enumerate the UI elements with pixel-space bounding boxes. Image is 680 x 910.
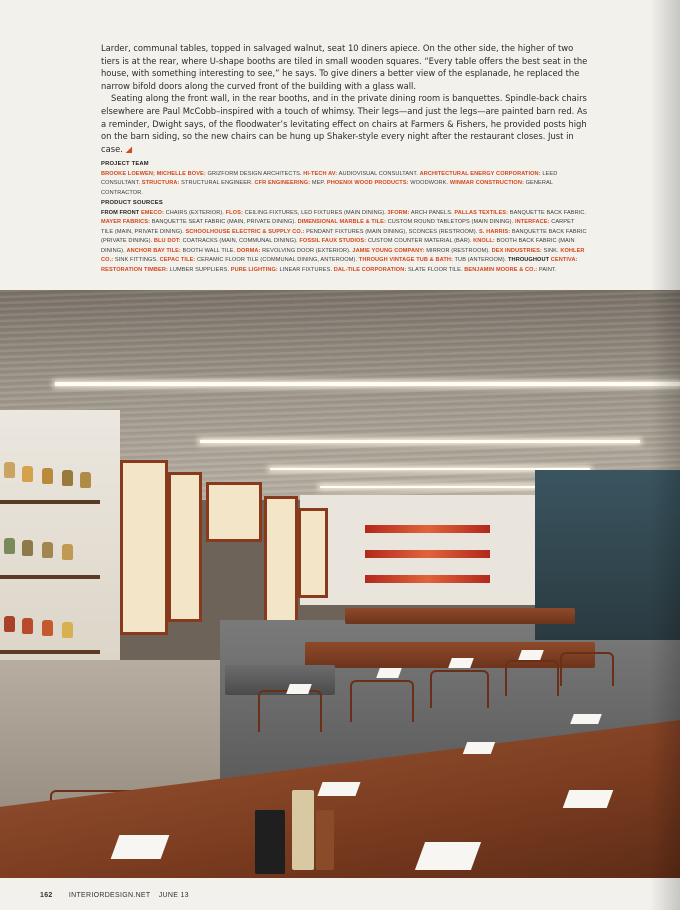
credit-description: BOOTH BACK FABRIC (MAIN DINING). xyxy=(101,238,575,254)
credit-description: LUMBER SUPPLIERS. xyxy=(169,266,230,273)
jar xyxy=(42,468,53,484)
credit-firm: RESTORATION TIMBER: xyxy=(101,266,168,273)
napkin xyxy=(448,658,474,668)
credit-firm: SCHOOLHOUSE ELECTRIC & SUPPLY CO.: xyxy=(185,228,305,235)
restaurant-photo xyxy=(0,290,680,878)
credit-description: WOODWORK. xyxy=(410,180,449,186)
napkin xyxy=(463,742,495,754)
page-number: 162 xyxy=(40,892,53,899)
napkin xyxy=(317,782,360,796)
credit-description: PAINT. xyxy=(538,266,557,273)
credit-firm: ARCHITECTURAL ENERGY CORPORATION: xyxy=(419,170,541,177)
project-team-list xyxy=(101,170,587,199)
door-panel xyxy=(206,482,262,542)
shelf-board xyxy=(0,575,100,579)
credit-firm: BENJAMIN MOORE & CO.: xyxy=(464,266,538,273)
credit-firm: DIMENSIONAL MARBLE & TILE: xyxy=(297,219,386,225)
credit-description: REVOLVING DOOR (EXTERIOR). xyxy=(262,247,351,254)
credit-firm: DAL-TILE CORPORATION: xyxy=(333,266,407,273)
credit-firm: PURE LIGHTING: xyxy=(230,266,278,273)
credit-description: COATRACKS (MAIN, COMMUNAL DINING). xyxy=(182,238,298,244)
credit-firm: WINMAR CONSTRUCTION: xyxy=(449,180,524,186)
credit-firm: KNOLL: xyxy=(473,238,495,244)
credit-description: STRUCTURAL ENGINEER. xyxy=(181,180,253,186)
jar xyxy=(22,540,33,556)
napkin xyxy=(376,668,402,678)
credit-description: CEILING FIXTURES, LED FIXTURES (MAIN DINING). xyxy=(244,209,386,216)
credit-firm: PHOENIX WOOD PRODUCTS: xyxy=(326,180,409,186)
spindle-chair xyxy=(560,652,614,686)
shelf-board xyxy=(0,650,100,654)
footer-issue: JUNE 13 xyxy=(158,892,189,899)
door-panel xyxy=(298,508,328,598)
credit-firm: EMECO: xyxy=(140,209,164,216)
credit-description: BANQUETTE SEAT FABRIC (MAIN, PRIVATE DINING). xyxy=(151,219,296,225)
spindle-chair xyxy=(430,670,489,708)
credit-lead: FROM FRONT xyxy=(101,209,140,216)
credit-description: GENERAL CONTRACTOR. xyxy=(101,180,553,196)
credit-firm: HI-TECH AV: xyxy=(303,170,338,177)
credit-description: SINK FITTINGS. xyxy=(114,257,158,263)
napkin xyxy=(286,684,312,694)
napkin xyxy=(563,790,614,808)
jar xyxy=(22,618,33,634)
jar-shelf xyxy=(365,575,490,583)
ceiling-light-strip xyxy=(200,440,640,443)
napkin xyxy=(111,835,170,859)
credit-description: SLATE FLOOR TILE. xyxy=(407,266,463,273)
credit-firm: INTERFACE: xyxy=(514,219,550,225)
jar xyxy=(62,622,73,638)
credit-description: BANQUETTE BACK FABRIC. xyxy=(509,209,587,216)
credit-description: CHAIRS (EXTERIOR). xyxy=(165,209,224,216)
credit-firm: BLU DOT: xyxy=(153,238,181,244)
jar xyxy=(42,542,53,558)
jar-shelf xyxy=(365,550,490,558)
article-body xyxy=(101,42,591,155)
credit-description: PENDANT FIXTURES (MAIN DINING), SCONCES (RESTROOM). xyxy=(306,228,478,235)
ceiling-light-strip xyxy=(55,382,680,386)
credit-firm: ANCHOR BAY TILE: xyxy=(126,247,181,254)
jar xyxy=(62,470,73,486)
jar xyxy=(42,620,53,636)
jar xyxy=(4,616,15,632)
credit-firm: CFR ENGINEERING: xyxy=(254,180,311,186)
credit-description: BOOTH WALL TILE. xyxy=(182,247,236,254)
credit-description: TUB (ANTEROOM). xyxy=(454,257,507,263)
product-sources-list xyxy=(101,209,587,276)
credit-firm: CENTIVA: xyxy=(550,257,578,263)
credit-firm: THROUGH VINTAGE TUB & BATH: xyxy=(358,257,453,263)
paragraph-2 xyxy=(101,92,591,155)
credit-description: ARCH PANELS. xyxy=(410,209,453,216)
jar-shelf xyxy=(365,525,490,533)
credit-description: CARPET TILE (MAIN, PRIVATE DINING). xyxy=(101,219,575,235)
credit-firm: STRUCTURA: xyxy=(141,180,180,186)
credit-firm: JAMIE YOUNG COMPANY: xyxy=(352,247,425,254)
jar xyxy=(80,472,91,488)
napkin xyxy=(570,714,602,724)
footer-site: INTERIORDESIGN.NET xyxy=(68,892,151,899)
credit-firm: 3FORM: xyxy=(387,209,410,216)
napkin xyxy=(518,650,544,660)
spindle-chair xyxy=(505,660,559,696)
credit-description: GRIZFORM DESIGN ARCHITECTS. xyxy=(207,170,302,177)
credit-description: LINEAR FIXTURES. xyxy=(279,266,333,273)
credit-firm: FLOS: xyxy=(225,209,243,216)
credits-block xyxy=(101,160,587,275)
product-sources-heading: PRODUCT SOURCES xyxy=(101,200,163,206)
paragraph-2-text: Seating along the front wall, in the rear booths, and in the private dining room is banquettes. Spindle-back chairs elsewhere are Paul McCobb–inspired with a touch of whimsy. Their legs—and just the legs—are painted barn red. As a reminder, Dwight says, of the floodwater’s levitating effect on chairs at Farmers & Fishers, he provided posts high on the barn siding, so the new chairs can be hung up Shaker-style every night after the restaurant closes. Just in case. xyxy=(101,93,588,154)
jar xyxy=(4,462,15,478)
credit-firm: DEX INDUSTRIES: xyxy=(491,247,542,254)
door-panel xyxy=(264,496,298,636)
spindle-chair xyxy=(258,690,322,732)
glass-doors xyxy=(118,460,358,630)
credit-description: CERAMIC FLOOR TILE (COMMUNAL DINING, ANTEROOM). xyxy=(197,257,358,263)
credit-firm: S. HARRIS: xyxy=(479,228,511,235)
napkin xyxy=(415,842,481,870)
credit-firm: KOHLER CO.: xyxy=(101,247,585,263)
credit-description: CUSTOM COUNTER MATERIAL (BAR). xyxy=(367,238,472,244)
credit-firm: FOSSIL FAUX STUDIOS: xyxy=(299,238,367,244)
utensil-cup xyxy=(255,810,285,874)
paragraph-1: Larder, communal tables, topped in salvaged walnut, seat 10 diners apiece. On the other side, the higher of two tiers is at the rear, where U-shape booths are tiled in small wooden squares. “Every table offers the best seat in the house, with something interesting to see,” he says. To give diners a better view of the esplanade, he replaced the narrow bifold doors along the curved front of the building with a glass wall. xyxy=(101,43,588,91)
credit-firm: MAYER FABRICS: xyxy=(101,219,151,225)
page-footer xyxy=(40,892,640,904)
salt-shaker xyxy=(292,790,314,870)
credit-lead: THROUGHOUT xyxy=(508,257,550,263)
credit-description: BANQUETTE BACK FABRIC (PRIVATE DINING). xyxy=(101,228,587,244)
spindle-chair xyxy=(350,680,414,722)
shelf-board xyxy=(0,500,100,504)
jar xyxy=(4,538,15,554)
door-panel xyxy=(120,460,168,635)
jar xyxy=(62,544,73,560)
credit-firm: CEPAC TILE: xyxy=(159,257,196,263)
credit-description: AUDIOVISUAL CONSULTANT. xyxy=(338,170,418,177)
project-team-heading: PROJECT TEAM xyxy=(101,161,149,167)
credit-firm: PALLAS TEXTILES: xyxy=(454,209,509,216)
credit-description: MIRROR (RESTROOM). xyxy=(426,247,490,254)
end-mark-icon: ◢ xyxy=(125,143,133,154)
credit-description: LEED CONSULTANT. xyxy=(101,170,558,186)
credit-description: MEP. xyxy=(311,180,326,186)
credit-description: CUSTOM ROUND TABLETOPS (MAIN DINING). xyxy=(387,219,514,225)
door-panel xyxy=(168,472,202,622)
credit-firm: DORMA: xyxy=(236,247,261,254)
credit-description: SINK. xyxy=(543,247,559,254)
dining-table xyxy=(345,608,575,624)
pepper-grinder xyxy=(316,810,334,870)
credit-firm: BROOKE LOEWEN; MICHELLE BOVE: xyxy=(101,170,206,177)
jar xyxy=(22,466,33,482)
